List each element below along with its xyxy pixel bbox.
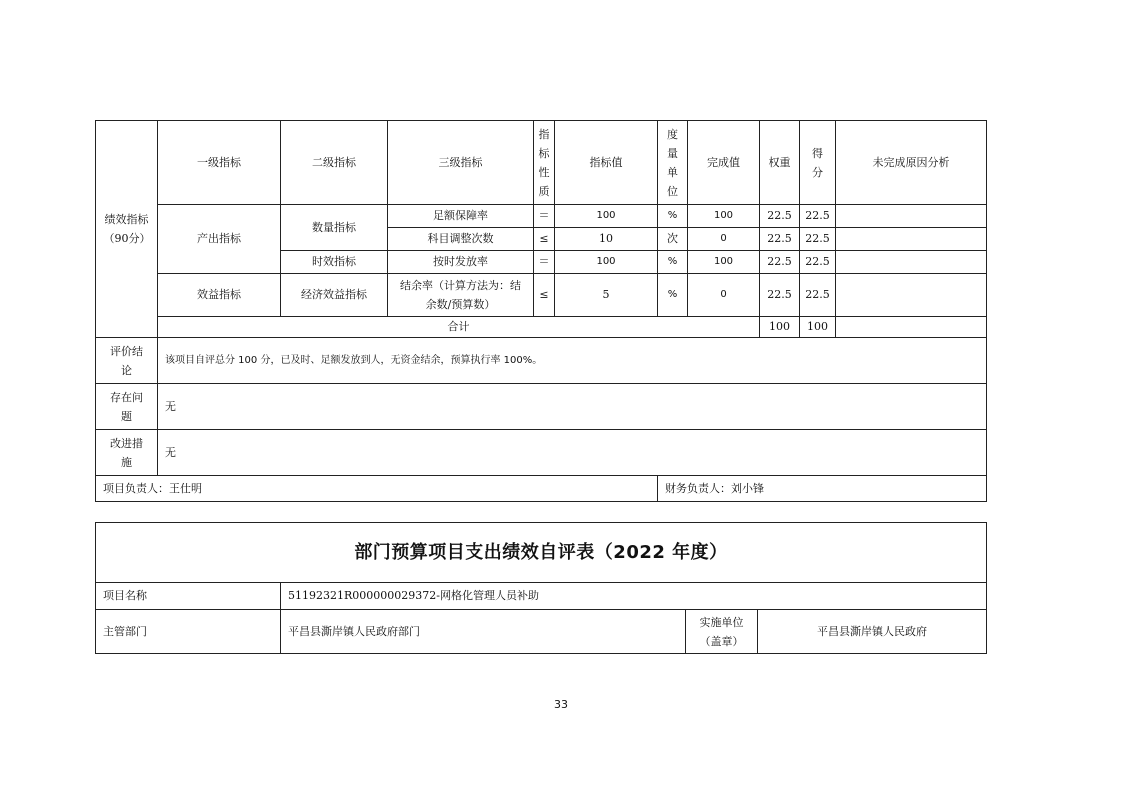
conclusion-label: 评价结论 (110, 344, 143, 377)
indicator-score: 22.5 (800, 228, 836, 251)
conclusion-label-cell (96, 338, 158, 384)
indicator-score: 22.5 (800, 251, 836, 274)
header-value: 指标值 (555, 121, 658, 205)
indicator-completed: 100 (688, 205, 760, 228)
indicator-reason (836, 274, 987, 317)
indicator-weight: 22.5 (760, 228, 800, 251)
total-score: 100 (800, 317, 836, 338)
indicator-value: 10 (555, 228, 658, 251)
indicator-nature: ≤ (534, 274, 555, 317)
indicator-unit: % (658, 205, 688, 228)
dept-label: 主管部门 (96, 610, 281, 654)
indicator-reason (836, 251, 987, 274)
impl-label-cell (686, 610, 758, 654)
form-title: 部门预算项目支出绩效自评表（2022 年度） (96, 523, 987, 583)
improvements-text: 无 (158, 430, 987, 476)
indicator-nature: ＝ (534, 205, 555, 228)
project-leader: 项目负责人：王仕明 (96, 476, 658, 502)
indicator-reason (836, 228, 987, 251)
indicator-reason (836, 205, 987, 228)
total-label: 合计 (158, 317, 760, 338)
indicator-name: 科目调整次数 (388, 228, 534, 251)
header-level3: 三级指标 (388, 121, 534, 205)
conclusion-text: 该项目自评总分 100 分，已及时、足额发放到人，无资金结余，预算执行率 100%。 (158, 338, 987, 384)
total-row (96, 317, 987, 338)
indicator-name: 足额保障率 (388, 205, 534, 228)
table-row (96, 274, 987, 317)
header-level2: 二级指标 (281, 121, 388, 205)
indicator-completed: 0 (688, 274, 760, 317)
indicator-name: 按时发放率 (388, 251, 534, 274)
header-reason: 未完成原因分析 (836, 121, 987, 205)
problems-label: 存在问题 (110, 390, 143, 423)
finance-leader: 财务负责人：刘小锋 (658, 476, 987, 502)
improvements-label-cell (96, 430, 158, 476)
dept-name: 平昌县澌岸镇人民政府部门 (281, 610, 686, 654)
indicator-name: 结余率（计算方法为：结余数/预算数） (388, 274, 534, 317)
problems-label-cell (96, 384, 158, 430)
impl-unit: 平昌县澌岸镇人民政府 (758, 610, 987, 654)
group-timeliness: 时效指标 (281, 251, 388, 274)
group-economic: 经济效益指标 (281, 274, 388, 317)
indicator-score: 22.5 (800, 205, 836, 228)
header-nature: 指标性质 (534, 121, 555, 205)
impl-label: 实施单位（盖章） (699, 615, 744, 648)
indicator-value: 100 (555, 205, 658, 228)
page-number: 33 (554, 698, 568, 711)
indicator-weight: 22.5 (760, 274, 800, 317)
indicator-score: 22.5 (800, 274, 836, 317)
header-unit: 度量单位 (658, 121, 688, 205)
section-label: 绩效指标（90分） (103, 213, 151, 245)
indicator-nature: ＝ (534, 251, 555, 274)
indicator-completed: 0 (688, 228, 760, 251)
indicator-value: 100 (555, 251, 658, 274)
project-name: 51192321R000000029372-网格化管理人员补助 (281, 583, 987, 610)
problems-text: 无 (158, 384, 987, 430)
header-level1: 一级指标 (158, 121, 281, 205)
header-score: 得分 (800, 121, 836, 205)
group-output: 产出指标 (158, 205, 281, 274)
indicator-unit: % (658, 274, 688, 317)
improvements-label: 改进措施 (110, 436, 143, 469)
self-evaluation-table (95, 522, 987, 654)
header-weight: 权重 (760, 121, 800, 205)
group-quantity: 数量指标 (281, 205, 388, 251)
table-row (96, 205, 987, 228)
group-benefit: 效益指标 (158, 274, 281, 317)
indicator-weight: 22.5 (760, 205, 800, 228)
indicator-value: 5 (555, 274, 658, 317)
performance-indicator-table (95, 120, 987, 502)
header-completed: 完成值 (688, 121, 760, 205)
indicator-unit: 次 (658, 228, 688, 251)
project-name-label: 项目名称 (96, 583, 281, 610)
total-weight: 100 (760, 317, 800, 338)
indicator-completed: 100 (688, 251, 760, 274)
indicator-unit: % (658, 251, 688, 274)
indicator-weight: 22.5 (760, 251, 800, 274)
indicator-nature: ≤ (534, 228, 555, 251)
section-label-cell (96, 121, 158, 338)
